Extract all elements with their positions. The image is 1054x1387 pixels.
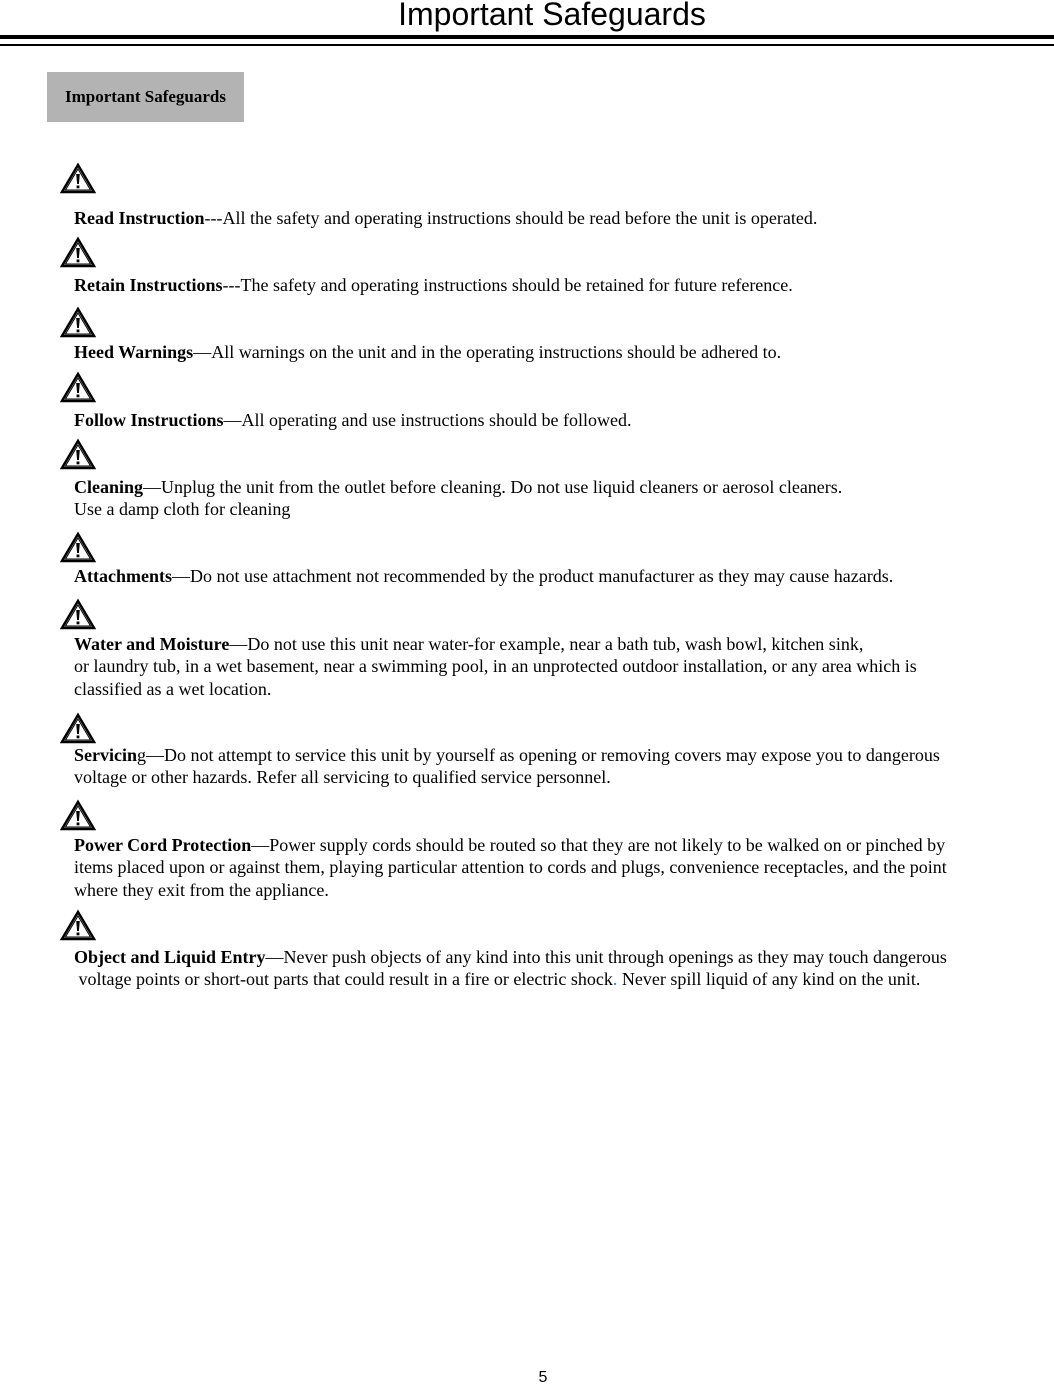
safeguard-item: [74, 834, 1004, 901]
safeguard-text-line: Use a damp cloth for cleaning: [74, 499, 291, 520]
warning-triangle-icon: [60, 371, 96, 403]
safeguard-text: —Never push objects of any kind into this unit through openings as they may touch dangerous: [265, 947, 947, 967]
safeguard-text: —All warnings on the unit and in the operating instructions should be adhered to.: [193, 342, 782, 362]
safeguard-text: ---All the safety and operating instructions should be read before the unit is operated.: [204, 208, 818, 228]
warning-triangle-icon: [60, 162, 96, 194]
warning-triangle-icon: [60, 712, 96, 744]
warning-triangle-icon: [60, 306, 96, 338]
safeguard-text: —Unplug the unit from the outlet before cleaning. Do not use liquid cleaners or aerosol cleaners.: [143, 477, 843, 497]
safeguard-text: —All operating and use instructions should be followed.: [223, 410, 632, 430]
safeguard-heading: Follow Instructions: [74, 410, 224, 430]
safeguard-item: [74, 633, 1004, 700]
safeguard-text: —Do not use this unit near water-for example, near a bath tub, wash bowl, kitchen sink,: [229, 634, 864, 654]
safeguard-item: [74, 744, 1004, 789]
warning-triangle-icon: [60, 598, 96, 630]
safeguard-text: g—Do not attempt to service this unit by yourself as opening or removing covers may expose you to dangerous: [137, 745, 940, 765]
header-rule-thick: [0, 35, 1054, 39]
safeguard-item: [74, 207, 1004, 229]
safeguard-text-part: Never spill liquid of any kind on the unit.: [617, 969, 921, 990]
safeguard-text: ---The safety and operating instructions should be retained for future reference.: [222, 275, 793, 295]
safeguard-heading: Object and Liquid Entry: [74, 947, 266, 967]
safeguard-text: —Do not use attachment not recommended by the product manufacturer as they may cause hazards.: [171, 566, 894, 586]
safeguard-heading: Heed Warnings: [74, 342, 194, 362]
warning-triangle-icon: [60, 909, 96, 941]
safeguard-text-part: voltage points or short-out parts that could result in a fire or electric shock: [74, 969, 613, 990]
warning-triangle-icon: [60, 236, 96, 268]
safeguard-heading: Attachments: [74, 566, 172, 586]
safeguard-heading: Servicin: [74, 745, 137, 765]
safeguard-heading: Power Cord Protection: [74, 835, 252, 855]
safeguard-text-line: items placed upon or against them, playing particular attention to cords and plugs, convenience receptacles, and the point: [74, 857, 947, 878]
safeguard-item: [74, 946, 1004, 991]
header-rule-thin: [0, 44, 1054, 46]
safeguard-text-line: or laundry tub, in a wet basement, near a swimming pool, in an unprotected outdoor installation, or any area which is: [74, 656, 917, 677]
safeguard-item: [74, 476, 1004, 521]
safeguard-item: [74, 565, 1004, 587]
safeguard-heading: Read Instruction: [74, 208, 205, 228]
section-label: Important Safeguards: [47, 72, 244, 122]
safeguard-item: [74, 409, 1004, 431]
safeguard-text-dot: .: [612, 969, 618, 990]
warning-triangle-icon: [60, 531, 96, 563]
safeguard-heading: Cleaning: [74, 477, 144, 497]
page-title: Important Safeguards: [398, 0, 706, 32]
warning-triangle-icon: [60, 438, 96, 470]
safeguard-text: —Power supply cords should be routed so that they are not likely to be walked on or pinched by: [251, 835, 946, 855]
safeguard-text-line: classified as a wet location.: [74, 678, 272, 699]
safeguard-text-line: where they exit from the appliance.: [74, 879, 329, 900]
safeguard-text-line: [74, 968, 1004, 990]
warning-triangle-icon: [60, 799, 96, 831]
safeguard-heading: Retain Instructions: [74, 275, 223, 295]
safeguard-heading: Water and Moisture: [74, 634, 230, 654]
safeguard-item: [74, 274, 1004, 296]
safeguard-text-line: voltage or other hazards. Refer all servicing to qualified service personnel.: [74, 767, 611, 788]
page-number: 5: [538, 1369, 548, 1386]
safeguard-item: [74, 341, 1004, 363]
